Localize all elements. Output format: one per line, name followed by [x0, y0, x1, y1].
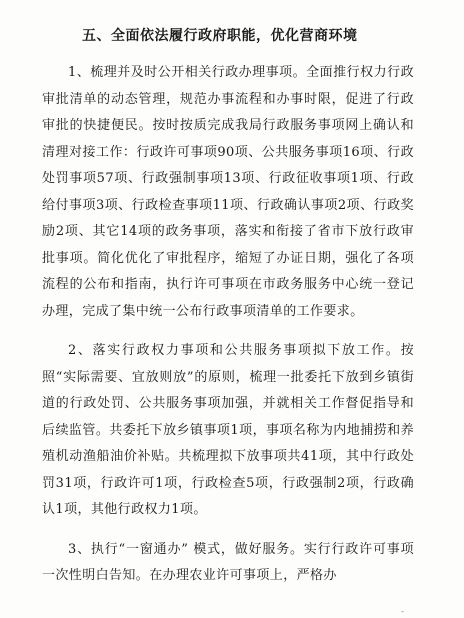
- page-footer-mark: -: [401, 607, 404, 616]
- paragraph-2: 2、落实行政权力事项和公共服务事项拟下放工作。按照“实际需要、宜放则放”的原则，梳理一批委托下放到乡镇街道的行政处罚、公共服务事项加强，并就相关工作督促指导和后续监管。共委托下放乡镇事项1项，事项名称为内地捕捞和养殖机动渔船油价补贴。共梳理拟下放事项共41项，其中行政处罚31项，行政许可1项，行政检查5项，行政强制2项，行政确认1项，其他行政权力1项。: [42, 343, 414, 517]
- paragraph-3: 3、执行“一窗通办” 模式，做好服务。实行行政许可事项一次性明白告知。在办理农业许可事项上，严格办: [42, 541, 414, 583]
- section-heading: 五、全面依法履行政府职能，优化营商环境: [82, 28, 358, 44]
- paragraph-1: 1、梳理并及时公开相关行政办理事项。全面推行权力行政审批清单的动态管理，规范办事流程和办事时限，促进了行政审批的快捷便民。按时按质完成我局行政服务事项网上确认和清理对接工作：行政许可事项90项、公共服务事项16项、行政处罚事项57项、行政强制事项13项、行政征收事项1项、行政给付事项3项、行政检查事项11项、行政确认事项2项、行政奖励2项、其它14项的政务事项，落实和衔接了省市下放行政审批事项。简化优化了审批程序，缩短了办证日期，强化了各项流程的公布和指南，执行许可事项在市政务服务中心统一登记办理，完成了集中统一公布行政事项清单的工作要求。: [42, 65, 414, 319]
